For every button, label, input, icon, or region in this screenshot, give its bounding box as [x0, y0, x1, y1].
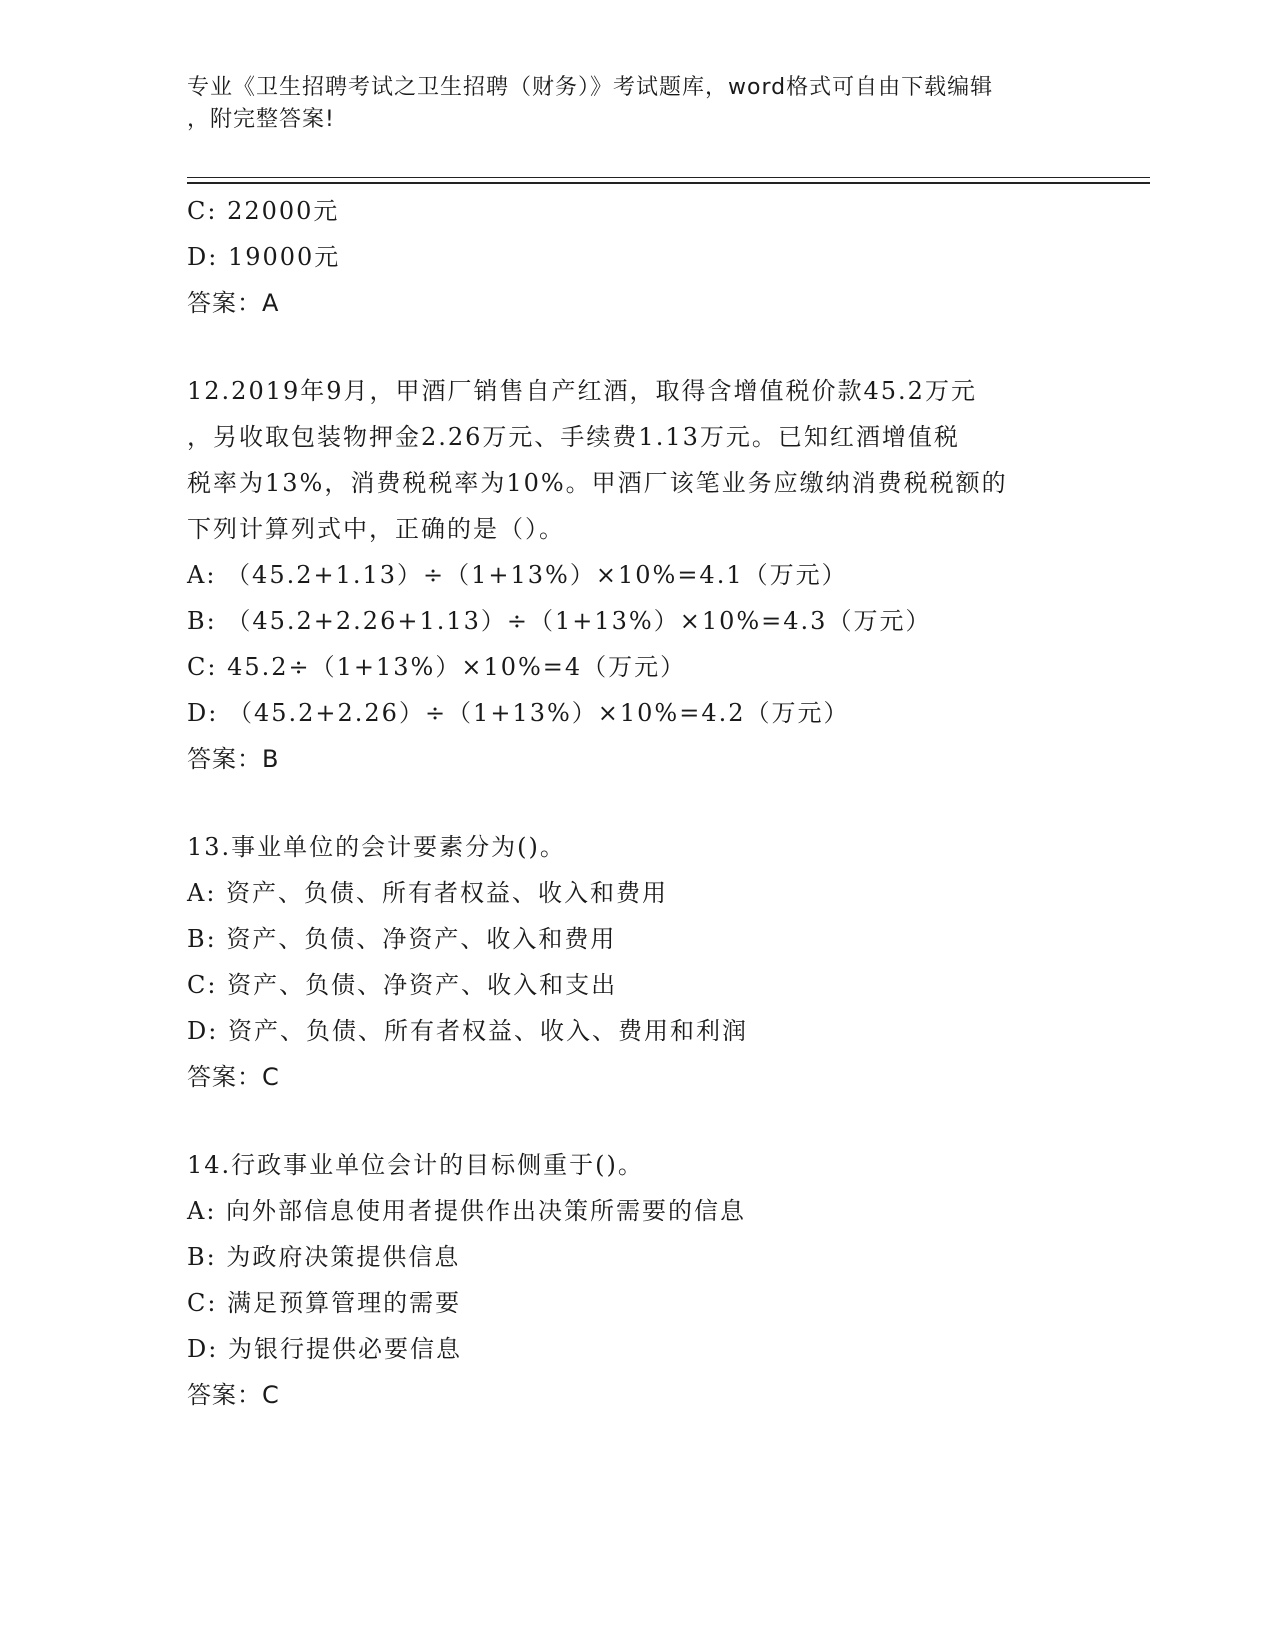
header-line-2: ，附完整答案! — [187, 107, 335, 132]
option-c: C: 45.2÷（1+13%）×10%=4（万元） — [187, 653, 687, 681]
question-stem-line: 税率为13%，消费税税率为10%。甲酒厂该笔业务应缴纳消费税税额的 — [187, 469, 1008, 497]
page-header — [187, 72, 1067, 136]
option-d: D: 资产、负债、所有者权益、收入、费用和利润 — [187, 1017, 748, 1045]
question-13 — [187, 824, 1087, 1100]
header-line-1: 专业《卫生招聘考试之卫生招聘（财务）》考试题库，word格式可自由下载编辑 — [187, 75, 994, 100]
question-content — [187, 188, 1087, 1418]
option-b: B: （45.2+2.26+1.13）÷（1+13%）×10%=4.3（万元） — [187, 607, 932, 635]
spacer — [187, 782, 1087, 824]
option-c: C: 满足预算管理的需要 — [187, 1289, 462, 1317]
answer: 答案：B — [187, 745, 280, 773]
option-a: A: 资产、负债、所有者权益、收入和费用 — [187, 879, 669, 907]
option-d: D: （45.2+2.26）÷（1+13%）×10%=4.2（万元） — [187, 699, 850, 727]
question-12 — [187, 368, 1087, 782]
option-c: C: 资产、负债、净资产、收入和支出 — [187, 971, 618, 999]
option-d: D: 为银行提供必要信息 — [187, 1335, 462, 1363]
option-c: C: 22000元 — [187, 197, 340, 225]
answer: 答案：C — [187, 1381, 280, 1409]
header-divider-thick — [187, 182, 1150, 184]
answer: 答案：A — [187, 289, 280, 317]
spacer — [187, 1100, 1087, 1142]
option-b: B: 资产、负债、净资产、收入和费用 — [187, 925, 617, 953]
option-b: B: 为政府决策提供信息 — [187, 1243, 461, 1271]
answer: 答案：C — [187, 1063, 280, 1091]
option-d: D: 19000元 — [187, 243, 341, 271]
question-stem: 13.事业单位的会计要素分为()。 — [187, 833, 566, 861]
option-a: A: 向外部信息使用者提供作出决策所需要的信息 — [187, 1197, 747, 1225]
question-stem-line: ，另收取包装物押金2.26万元、手续费1.13万元。已知红酒增值税 — [187, 423, 960, 451]
question-14 — [187, 1142, 1087, 1418]
spacer — [187, 326, 1087, 368]
question-stem-line: 下列计算列式中，正确的是（）。 — [187, 515, 565, 543]
question-stem-line: 12.2019年9月，甲酒厂销售自产红酒，取得含增值税价款45.2万元 — [187, 377, 977, 405]
option-a: A: （45.2+1.13）÷（1+13%）×10%=4.1（万元） — [187, 561, 848, 589]
question-stem: 14.行政事业单位会计的目标侧重于()。 — [187, 1151, 644, 1179]
question-11-continued — [187, 188, 1087, 326]
header-divider-thin — [187, 177, 1150, 178]
